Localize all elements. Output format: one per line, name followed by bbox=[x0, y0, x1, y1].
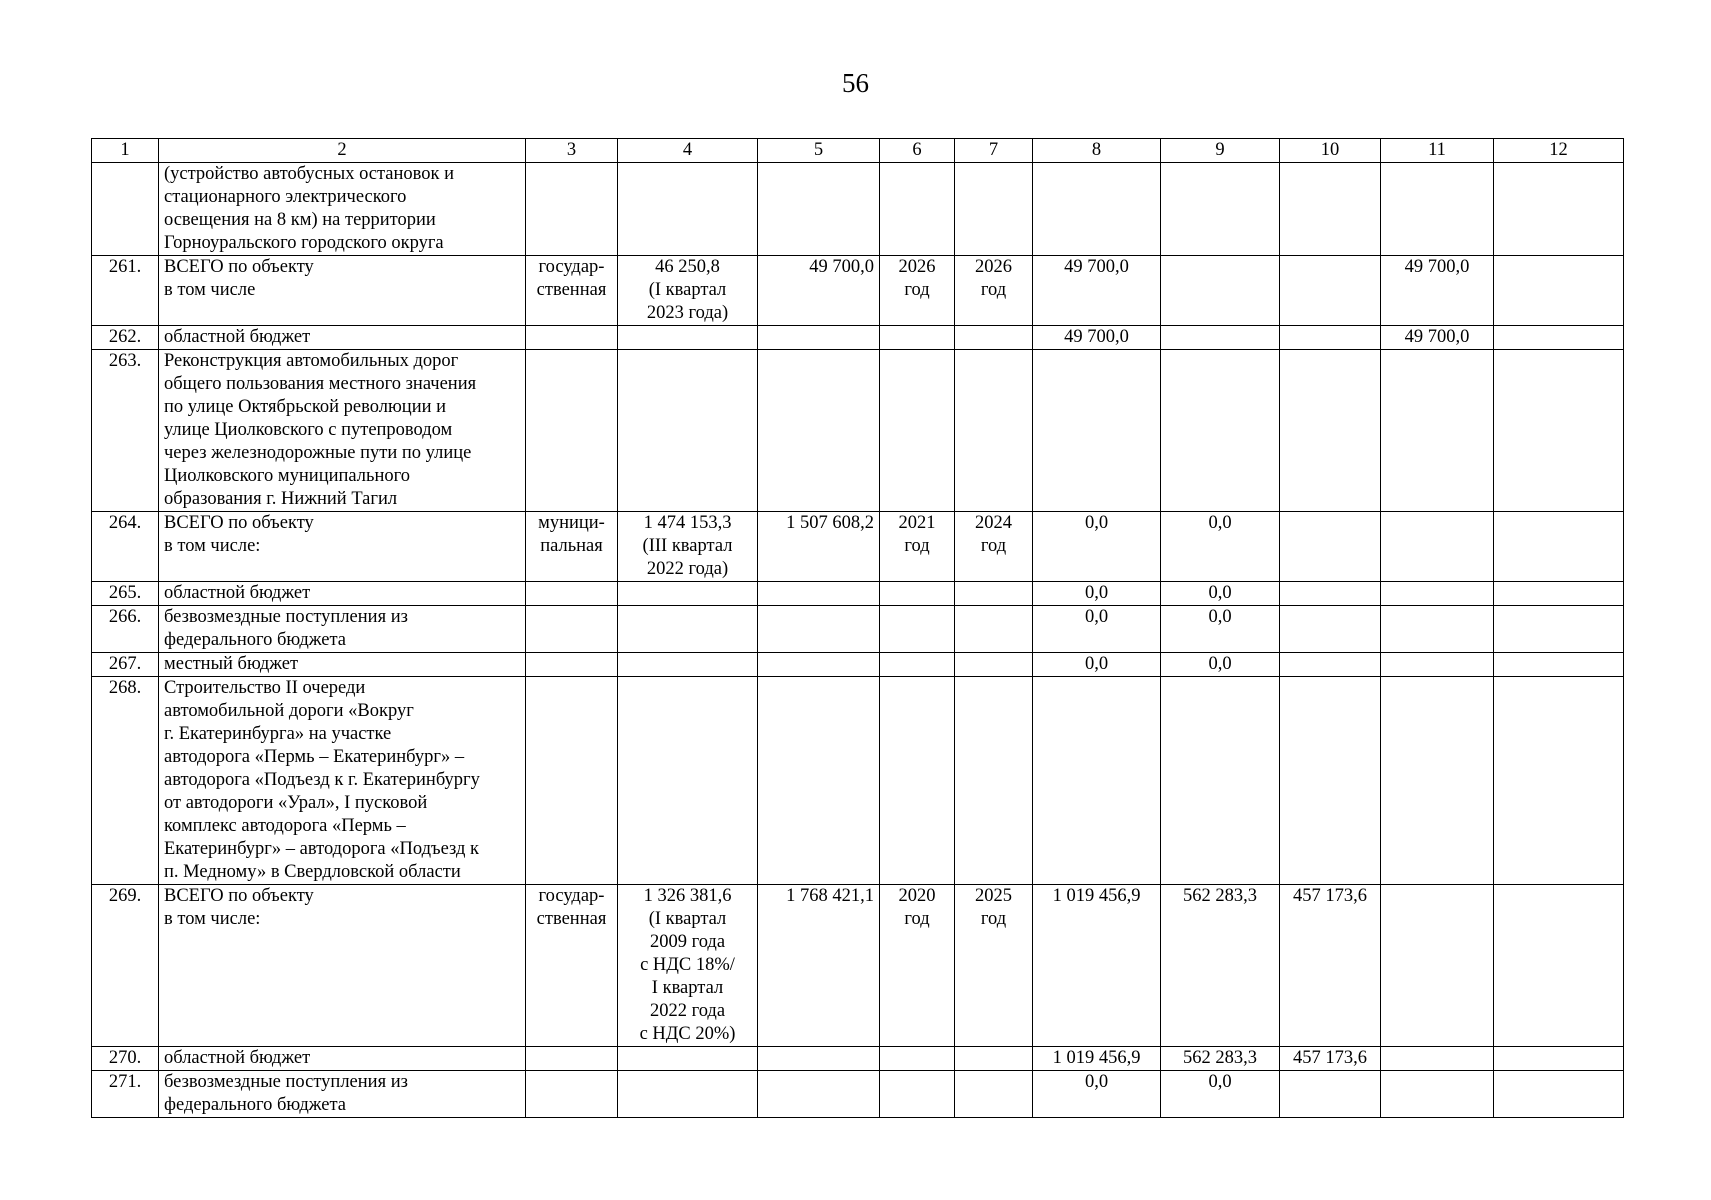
item-name-cell-line: автодорога «Подъезд к г. Екатеринбургу bbox=[164, 770, 480, 790]
item-name-cell-line: автомобильной дороги «Вокруг bbox=[164, 701, 414, 721]
ownership-cell bbox=[526, 1047, 618, 1071]
ownership-cell-line: муници- bbox=[538, 513, 605, 533]
amount-cell: 0,0 bbox=[1161, 582, 1280, 606]
start-year-cell bbox=[880, 1047, 955, 1071]
item-name-cell bbox=[159, 1071, 526, 1118]
item-name-cell bbox=[159, 326, 526, 350]
table-row bbox=[92, 163, 1624, 256]
start-year-cell-line: год bbox=[904, 536, 930, 556]
column-header: 5 bbox=[758, 139, 880, 163]
column-header: 1 bbox=[92, 139, 159, 163]
amount-cell bbox=[1494, 326, 1624, 350]
row-number-cell: 264. bbox=[92, 512, 159, 582]
estimated-cost-cell-line: 2022 года) bbox=[646, 559, 729, 579]
item-name-cell-line: областной бюджет bbox=[164, 583, 311, 603]
estimated-cost-cell bbox=[618, 1047, 758, 1071]
estimated-cost-cell bbox=[618, 256, 758, 326]
column-header: 3 bbox=[526, 139, 618, 163]
total-cost-cell bbox=[758, 163, 880, 256]
item-name-cell-line: г. Екатеринбурга» на участке bbox=[164, 724, 392, 744]
total-cost-cell: 1 507 608,2 bbox=[758, 512, 880, 582]
item-name-cell-line: федерального бюджета bbox=[164, 630, 347, 650]
table-row bbox=[92, 677, 1624, 885]
end-year-cell bbox=[955, 653, 1033, 677]
item-name-cell-line: Екатеринбург» – автодорога «Подъезд к bbox=[164, 839, 480, 859]
start-year-cell bbox=[880, 163, 955, 256]
row-number-cell: 267. bbox=[92, 653, 159, 677]
amount-cell: 0,0 bbox=[1033, 582, 1161, 606]
page-number: 56 bbox=[842, 68, 869, 98]
start-year-cell-line: 2026 bbox=[898, 257, 936, 277]
estimated-cost-cell bbox=[618, 163, 758, 256]
amount-cell: 49 700,0 bbox=[1381, 256, 1494, 326]
item-name-cell-line: освещения на 8 км) на территории bbox=[164, 210, 436, 230]
estimated-cost-cell bbox=[618, 606, 758, 653]
ownership-cell-line: государ- bbox=[538, 257, 605, 277]
total-cost-cell bbox=[758, 582, 880, 606]
total-cost-cell bbox=[758, 653, 880, 677]
table-body bbox=[92, 163, 1624, 1118]
item-name-cell-line: областной бюджет bbox=[164, 327, 311, 347]
item-name-cell-line: федерального бюджета bbox=[164, 1095, 347, 1115]
total-cost-cell bbox=[758, 677, 880, 885]
amount-cell bbox=[1494, 582, 1624, 606]
amount-cell bbox=[1280, 512, 1381, 582]
end-year-cell bbox=[955, 326, 1033, 350]
amount-cell bbox=[1280, 350, 1381, 512]
row-number-cell: 269. bbox=[92, 885, 159, 1047]
item-name-cell bbox=[159, 350, 526, 512]
table-row bbox=[92, 1071, 1624, 1118]
estimated-cost-cell-line: 46 250,8 bbox=[655, 257, 720, 277]
end-year-cell-line: год bbox=[980, 280, 1007, 300]
item-name-cell-line: Реконструкция автомобильных дорог bbox=[164, 351, 459, 371]
item-name-cell bbox=[159, 677, 526, 885]
table-row bbox=[92, 582, 1624, 606]
ownership-cell bbox=[526, 653, 618, 677]
amount-cell bbox=[1280, 326, 1381, 350]
start-year-cell-line: год bbox=[904, 280, 930, 300]
amount-cell: 0,0 bbox=[1033, 512, 1161, 582]
item-name-cell-line: улице Циолковского с путепроводом bbox=[164, 420, 453, 440]
end-year-cell-line: 2026 bbox=[975, 257, 1012, 277]
amount-cell: 49 700,0 bbox=[1033, 256, 1161, 326]
start-year-cell bbox=[880, 677, 955, 885]
estimated-cost-cell-line: I квартал bbox=[651, 978, 724, 998]
item-name-cell-line: местный бюджет bbox=[164, 654, 299, 674]
amount-cell bbox=[1161, 163, 1280, 256]
start-year-cell bbox=[880, 350, 955, 512]
amount-cell bbox=[1161, 350, 1280, 512]
amount-cell: 457 173,6 bbox=[1280, 1047, 1381, 1071]
ownership-cell bbox=[526, 1071, 618, 1118]
estimated-cost-cell bbox=[618, 582, 758, 606]
item-name-cell-line: (устройство автобусных остановок и bbox=[164, 164, 455, 184]
item-name-cell bbox=[159, 256, 526, 326]
item-name-cell-line: автодорога «Пермь – Екатеринбург» – bbox=[164, 747, 465, 767]
row-number-cell: 271. bbox=[92, 1071, 159, 1118]
amount-cell bbox=[1161, 326, 1280, 350]
amount-cell bbox=[1280, 606, 1381, 653]
amount-cell bbox=[1381, 653, 1494, 677]
estimated-cost-cell bbox=[618, 653, 758, 677]
amount-cell bbox=[1494, 163, 1624, 256]
total-cost-cell bbox=[758, 1071, 880, 1118]
amount-cell bbox=[1494, 885, 1624, 1047]
amount-cell bbox=[1280, 582, 1381, 606]
ownership-cell bbox=[526, 326, 618, 350]
column-header: 7 bbox=[955, 139, 1033, 163]
start-year-cell bbox=[880, 885, 955, 1047]
amount-cell bbox=[1494, 1047, 1624, 1071]
row-number-cell: 262. bbox=[92, 326, 159, 350]
end-year-cell bbox=[955, 350, 1033, 512]
table-row bbox=[92, 256, 1624, 326]
ownership-cell-line: ственная bbox=[536, 909, 607, 929]
amount-cell: 0,0 bbox=[1033, 606, 1161, 653]
item-name-cell-line: п. Медному» в Свердловской области bbox=[164, 862, 461, 882]
item-name-cell-line: в том числе: bbox=[164, 536, 261, 556]
item-name-cell bbox=[159, 582, 526, 606]
amount-cell: 0,0 bbox=[1033, 1071, 1161, 1118]
item-name-cell-line: образования г. Нижний Тагил bbox=[164, 489, 398, 509]
item-name-cell bbox=[159, 606, 526, 653]
estimated-cost-cell bbox=[618, 1071, 758, 1118]
estimated-cost-cell bbox=[618, 885, 758, 1047]
item-name-cell-line: в том числе: bbox=[164, 909, 261, 929]
amount-cell: 0,0 bbox=[1161, 653, 1280, 677]
amount-cell bbox=[1494, 512, 1624, 582]
estimated-cost-cell-line: с НДС 18%/ bbox=[640, 955, 735, 975]
ownership-cell bbox=[526, 256, 618, 326]
ownership-cell bbox=[526, 606, 618, 653]
estimated-cost-cell-line: (I квартал bbox=[648, 280, 727, 300]
end-year-cell bbox=[955, 885, 1033, 1047]
row-number-cell: 265. bbox=[92, 582, 159, 606]
item-name-cell-line: по улице Октябрьской революции и bbox=[164, 397, 447, 417]
amount-cell bbox=[1494, 350, 1624, 512]
amount-cell bbox=[1381, 1047, 1494, 1071]
amount-cell: 1 019 456,9 bbox=[1033, 885, 1161, 1047]
row-number-cell bbox=[92, 163, 159, 256]
start-year-cell bbox=[880, 582, 955, 606]
ownership-cell bbox=[526, 582, 618, 606]
amount-cell: 49 700,0 bbox=[1381, 326, 1494, 350]
end-year-cell bbox=[955, 677, 1033, 885]
amount-cell: 457 173,6 bbox=[1280, 885, 1381, 1047]
estimated-cost-cell bbox=[618, 677, 758, 885]
item-name-cell-line: стационарного электрического bbox=[164, 187, 407, 207]
amount-cell bbox=[1280, 677, 1381, 885]
table-row bbox=[92, 606, 1624, 653]
amount-cell bbox=[1381, 350, 1494, 512]
ownership-cell-line: государ- bbox=[538, 886, 605, 906]
ownership-cell bbox=[526, 350, 618, 512]
start-year-cell bbox=[880, 326, 955, 350]
amount-cell: 0,0 bbox=[1161, 606, 1280, 653]
end-year-cell bbox=[955, 582, 1033, 606]
end-year-cell-line: 2024 bbox=[975, 513, 1012, 533]
amount-cell bbox=[1381, 582, 1494, 606]
total-cost-cell bbox=[758, 326, 880, 350]
column-header: 11 bbox=[1381, 139, 1494, 163]
ownership-cell-line: ственная bbox=[536, 280, 607, 300]
amount-cell: 49 700,0 bbox=[1033, 326, 1161, 350]
table-row bbox=[92, 512, 1624, 582]
item-name-cell-line: ВСЕГО по объекту bbox=[164, 257, 314, 277]
ownership-cell bbox=[526, 677, 618, 885]
item-name-cell-line: Циолковского муниципального bbox=[164, 466, 410, 486]
start-year-cell-line: 2021 bbox=[898, 513, 936, 533]
end-year-cell bbox=[955, 256, 1033, 326]
amount-cell bbox=[1161, 677, 1280, 885]
estimated-cost-cell bbox=[618, 350, 758, 512]
item-name-cell bbox=[159, 885, 526, 1047]
table-row bbox=[92, 350, 1624, 512]
budget-table bbox=[91, 138, 1624, 1118]
ownership-cell-line: пальная bbox=[540, 536, 603, 556]
column-header: 9 bbox=[1161, 139, 1280, 163]
end-year-cell bbox=[955, 606, 1033, 653]
amount-cell bbox=[1381, 677, 1494, 885]
item-name-cell-line: комплекс автодорога «Пермь – bbox=[164, 816, 406, 836]
row-number-cell: 270. bbox=[92, 1047, 159, 1071]
start-year-cell bbox=[880, 256, 955, 326]
column-header: 4 bbox=[618, 139, 758, 163]
item-name-cell-line: безвозмездные поступления из bbox=[164, 1072, 408, 1092]
amount-cell bbox=[1381, 163, 1494, 256]
end-year-cell bbox=[955, 163, 1033, 256]
end-year-cell bbox=[955, 1071, 1033, 1118]
amount-cell bbox=[1381, 512, 1494, 582]
amount-cell bbox=[1033, 350, 1161, 512]
column-header: 6 bbox=[880, 139, 955, 163]
amount-cell bbox=[1494, 256, 1624, 326]
amount-cell bbox=[1381, 885, 1494, 1047]
table-row bbox=[92, 1047, 1624, 1071]
column-header: 10 bbox=[1280, 139, 1381, 163]
amount-cell bbox=[1033, 163, 1161, 256]
total-cost-cell: 1 768 421,1 bbox=[758, 885, 880, 1047]
start-year-cell bbox=[880, 653, 955, 677]
item-name-cell-line: общего пользования местного значения bbox=[164, 374, 477, 394]
amount-cell bbox=[1280, 1071, 1381, 1118]
estimated-cost-cell-line: 2022 года bbox=[649, 1001, 726, 1021]
total-cost-cell bbox=[758, 350, 880, 512]
amount-cell bbox=[1280, 163, 1381, 256]
end-year-cell-line: год bbox=[980, 536, 1007, 556]
total-cost-cell bbox=[758, 606, 880, 653]
amount-cell bbox=[1280, 653, 1381, 677]
table-row bbox=[92, 653, 1624, 677]
amount-cell: 0,0 bbox=[1161, 1071, 1280, 1118]
column-number-row bbox=[92, 139, 1624, 163]
amount-cell: 0,0 bbox=[1161, 512, 1280, 582]
start-year-cell bbox=[880, 512, 955, 582]
start-year-cell bbox=[880, 1071, 955, 1118]
end-year-cell bbox=[955, 512, 1033, 582]
estimated-cost-cell-line: 1 326 381,6 bbox=[643, 886, 732, 906]
amount-cell bbox=[1280, 256, 1381, 326]
amount-cell bbox=[1494, 606, 1624, 653]
row-number-cell: 268. bbox=[92, 677, 159, 885]
amount-cell bbox=[1161, 256, 1280, 326]
amount-cell: 1 019 456,9 bbox=[1033, 1047, 1161, 1071]
column-header: 8 bbox=[1033, 139, 1161, 163]
ownership-cell bbox=[526, 512, 618, 582]
end-year-cell-line: год bbox=[980, 909, 1007, 929]
ownership-cell bbox=[526, 163, 618, 256]
item-name-cell-line: безвозмездные поступления из bbox=[164, 607, 408, 627]
item-name-cell-line: Строительство II очереди bbox=[164, 678, 366, 698]
estimated-cost-cell-line: (III квартал bbox=[642, 536, 733, 556]
end-year-cell-line: 2025 bbox=[975, 886, 1012, 906]
start-year-cell bbox=[880, 606, 955, 653]
amount-cell bbox=[1381, 1071, 1494, 1118]
table-row bbox=[92, 885, 1624, 1047]
amount-cell: 562 283,3 bbox=[1161, 1047, 1280, 1071]
estimated-cost-cell-line: 1 474 153,3 bbox=[643, 513, 732, 533]
item-name-cell-line: ВСЕГО по объекту bbox=[164, 513, 314, 533]
item-name-cell bbox=[159, 163, 526, 256]
item-name-cell-line: Горноуральского городского округа bbox=[164, 233, 444, 253]
amount-cell bbox=[1494, 1071, 1624, 1118]
item-name-cell-line: областной бюджет bbox=[164, 1048, 311, 1068]
estimated-cost-cell-line: 2009 года bbox=[649, 932, 726, 952]
total-cost-cell: 49 700,0 bbox=[758, 256, 880, 326]
amount-cell: 0,0 bbox=[1033, 653, 1161, 677]
row-number-cell: 266. bbox=[92, 606, 159, 653]
item-name-cell-line: через железнодорожные пути по улице bbox=[164, 443, 472, 463]
item-name-cell-line: в том числе bbox=[164, 280, 256, 300]
estimated-cost-cell-line: 2023 года) bbox=[646, 303, 729, 323]
ownership-cell bbox=[526, 885, 618, 1047]
row-number-cell: 261. bbox=[92, 256, 159, 326]
estimated-cost-cell bbox=[618, 326, 758, 350]
column-header: 2 bbox=[159, 139, 526, 163]
item-name-cell bbox=[159, 653, 526, 677]
column-header: 12 bbox=[1494, 139, 1624, 163]
amount-cell bbox=[1381, 606, 1494, 653]
row-number-cell: 263. bbox=[92, 350, 159, 512]
item-name-cell bbox=[159, 1047, 526, 1071]
item-name-cell-line: от автодороги «Урал», I пусковой bbox=[164, 793, 428, 813]
end-year-cell bbox=[955, 1047, 1033, 1071]
start-year-cell-line: 2020 bbox=[898, 886, 936, 906]
start-year-cell-line: год bbox=[904, 909, 930, 929]
estimated-cost-cell-line: (I квартал bbox=[648, 909, 727, 929]
amount-cell: 562 283,3 bbox=[1161, 885, 1280, 1047]
item-name-cell-line: ВСЕГО по объекту bbox=[164, 886, 314, 906]
amount-cell bbox=[1494, 653, 1624, 677]
estimated-cost-cell bbox=[618, 512, 758, 582]
estimated-cost-cell-line: с НДС 20%) bbox=[639, 1024, 736, 1044]
item-name-cell bbox=[159, 512, 526, 582]
total-cost-cell bbox=[758, 1047, 880, 1071]
table-row bbox=[92, 326, 1624, 350]
amount-cell bbox=[1033, 677, 1161, 885]
amount-cell bbox=[1494, 677, 1624, 885]
